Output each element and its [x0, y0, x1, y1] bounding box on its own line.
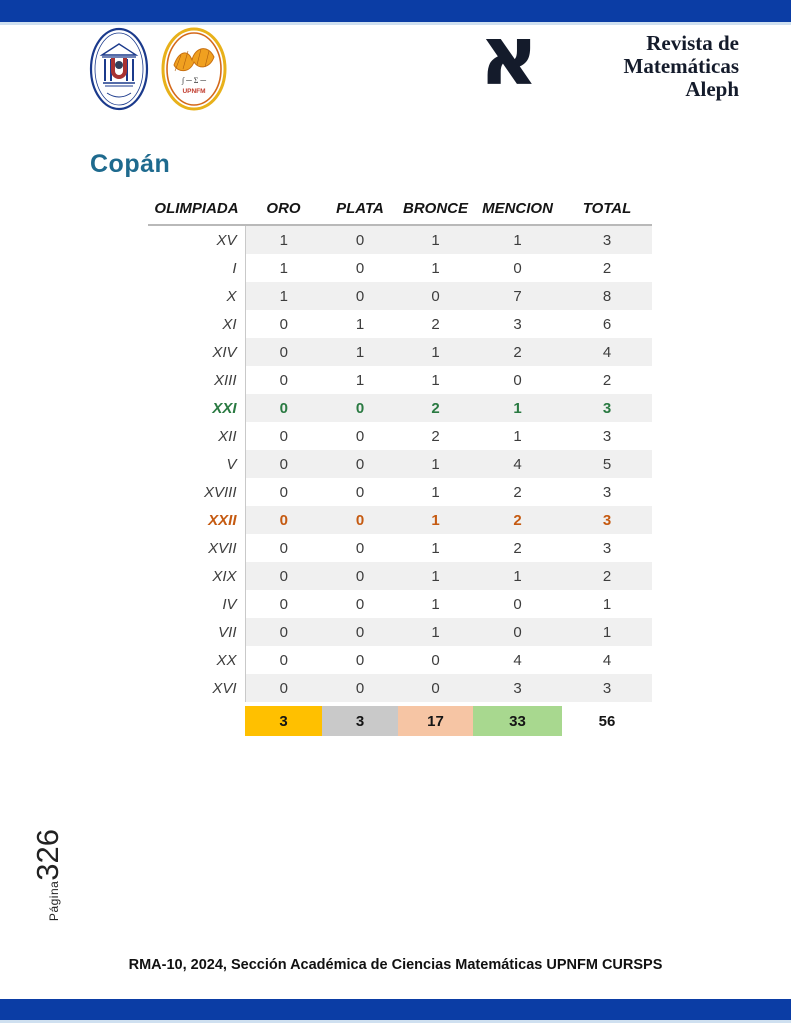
value-cell-total: 6 [602, 315, 612, 333]
total-bronce: 17 [398, 706, 473, 736]
table-row-xvi [148, 674, 652, 702]
value-cell-total: 2 [602, 371, 612, 389]
value-cell-mencion: 0 [473, 618, 562, 646]
value-cell-total: 3 [562, 225, 652, 254]
value-cell-plata: 0 [322, 562, 398, 590]
value-cell-bronce: 1 [398, 225, 473, 254]
value-cell-mencion: 1 [473, 562, 562, 590]
value-cell-bronce: 0 [431, 651, 440, 669]
value-cell-oro: 0 [245, 450, 322, 478]
value-cell-oro: 0 [279, 483, 288, 501]
footer-citation: RMA-10, 2024, Sección Académica de Ciencias Matemáticas UPNFM CURSPS [128, 957, 663, 973]
total-mencion: 33 [473, 706, 562, 736]
page-number-value: 326 [30, 828, 65, 881]
value-cell-mencion: 0 [513, 259, 522, 277]
table-row-xxi [148, 394, 652, 422]
olimpiada-cell: IV [148, 590, 245, 618]
value-cell-mencion: 2 [473, 338, 562, 366]
value-cell-total: 8 [562, 282, 652, 310]
olympiad-medals-table [148, 192, 652, 736]
value-cell-mencion: 4 [513, 651, 522, 669]
value-cell-bronce: 2 [431, 315, 440, 333]
value-cell-plata: 0 [355, 427, 365, 445]
value-cell-mencion: 3 [513, 315, 522, 333]
value-cell-mencion: 3 [473, 674, 562, 702]
column-header-mencion: MENCION [473, 192, 562, 225]
olimpiada-cell: V [148, 450, 245, 478]
value-cell-total: 3 [562, 506, 652, 534]
value-cell-oro: 0 [279, 651, 288, 669]
value-cell-oro: 0 [245, 562, 322, 590]
value-cell-total: 3 [602, 539, 612, 557]
value-cell-plata: 0 [322, 674, 398, 702]
value-cell-plata: 1 [355, 371, 365, 389]
value-cell-plata: 0 [322, 282, 398, 310]
value-cell-total: 1 [562, 618, 652, 646]
value-cell-oro: 0 [279, 427, 288, 445]
value-cell-bronce: 0 [398, 282, 473, 310]
value-cell-total: 4 [602, 651, 612, 669]
olimpiada-cell: XVIII [148, 478, 245, 506]
value-cell-bronce: 1 [431, 483, 440, 501]
value-cell-mencion: 0 [513, 595, 522, 613]
value-cell-oro: 0 [279, 315, 288, 333]
table-header-row [148, 192, 652, 225]
svg-text:∫ ─ Σ ─: ∫ ─ Σ ─ [181, 76, 207, 85]
value-cell-plata: 0 [355, 651, 365, 669]
table-row-x [148, 282, 652, 310]
value-cell-plata: 1 [355, 315, 365, 333]
value-cell-oro: 1 [245, 225, 322, 254]
value-cell-total: 3 [562, 394, 652, 422]
value-cell-bronce: 1 [398, 338, 473, 366]
value-cell-mencion: 2 [473, 506, 562, 534]
table-row-iv [148, 590, 652, 618]
olimpiada-cell: XI [148, 310, 245, 338]
value-cell-oro: 1 [245, 282, 322, 310]
column-header-plata: PLATA [322, 192, 398, 225]
value-cell-bronce: 1 [431, 371, 440, 389]
journal-name [624, 32, 739, 101]
olimpiada-cell: XV [148, 225, 245, 254]
column-header-oro: ORO [245, 192, 322, 225]
table-row-v [148, 450, 652, 478]
table-row-vii [148, 618, 652, 646]
olimpiada-cell: XXI [148, 394, 245, 422]
bottom-blue-band [0, 999, 791, 1020]
value-cell-bronce: 2 [431, 427, 440, 445]
value-cell-total: 3 [602, 483, 612, 501]
table-row-xix [148, 562, 652, 590]
value-cell-bronce: 1 [431, 595, 440, 613]
value-cell-oro: 0 [245, 618, 322, 646]
value-cell-plata: 0 [322, 225, 398, 254]
page-number-label: Página [47, 880, 61, 922]
olimpiada-cell: X [148, 282, 245, 310]
table-row-xi [148, 310, 652, 338]
table-row-xiii [148, 366, 652, 394]
page-number [30, 813, 70, 937]
value-cell-bronce: 1 [398, 562, 473, 590]
table-row-xiv [148, 338, 652, 366]
top-blue-band [0, 0, 791, 22]
value-cell-oro: 0 [279, 539, 288, 557]
value-cell-mencion: 2 [513, 483, 522, 501]
value-cell-total: 1 [602, 595, 612, 613]
value-cell-oro: 0 [245, 338, 322, 366]
table-row-xv [148, 225, 652, 254]
column-header-total: TOTAL [562, 192, 652, 225]
value-cell-oro: 0 [279, 595, 288, 613]
value-cell-total: 3 [562, 674, 652, 702]
value-cell-oro: 0 [245, 674, 322, 702]
olimpiada-cell: XIII [148, 366, 245, 394]
value-cell-oro: 0 [245, 394, 322, 422]
value-cell-oro: 0 [279, 371, 288, 389]
value-cell-plata: 0 [355, 595, 365, 613]
olimpiada-cell: XX [148, 646, 245, 674]
olimpiada-cell: I [148, 254, 245, 282]
value-cell-plata: 0 [322, 506, 398, 534]
value-cell-plata: 0 [322, 450, 398, 478]
value-cell-total: 4 [562, 338, 652, 366]
value-cell-plata: 0 [322, 394, 398, 422]
olimpiada-cell [148, 706, 245, 736]
value-cell-bronce: 1 [431, 259, 440, 277]
total-grand: 56 [562, 706, 652, 736]
olimpiada-cell: XVII [148, 534, 245, 562]
math-section-seal-logo [161, 27, 227, 111]
value-cell-mencion: 1 [513, 427, 522, 445]
totals-row [148, 706, 652, 736]
olimpiada-cell: XIV [148, 338, 245, 366]
value-cell-mencion: 0 [513, 371, 522, 389]
value-cell-oro: 0 [245, 506, 322, 534]
total-plata: 3 [322, 706, 398, 736]
value-cell-total: 3 [602, 427, 612, 445]
value-cell-bronce: 1 [431, 539, 440, 557]
journal-name-line-1: Revista de [646, 31, 739, 55]
table-row-xviii [148, 478, 652, 506]
value-cell-plata: 0 [322, 618, 398, 646]
value-cell-total: 2 [562, 562, 652, 590]
value-cell-bronce: 1 [398, 618, 473, 646]
column-header-olimpiada: OLIMPIADA [148, 192, 245, 225]
university-seal-logo [89, 27, 149, 111]
journal-name-line-2: Matemáticas [623, 54, 739, 78]
olimpiada-cell: XVI [148, 674, 245, 702]
section-title: Copán [90, 150, 171, 178]
table-row-xvii [148, 534, 652, 562]
value-cell-plata: 0 [355, 539, 365, 557]
value-cell-mencion: 4 [473, 450, 562, 478]
value-cell-mencion: 1 [473, 394, 562, 422]
logo-caption: UPNFM [182, 88, 206, 95]
column-header-bronce: BRONCE [398, 192, 473, 225]
value-cell-mencion: 1 [473, 225, 562, 254]
value-cell-total: 2 [602, 259, 612, 277]
value-cell-total: 5 [562, 450, 652, 478]
value-cell-mencion: 2 [513, 539, 522, 557]
value-cell-mencion: 7 [473, 282, 562, 310]
table-row-xii [148, 422, 652, 450]
olimpiada-cell: XII [148, 422, 245, 450]
value-cell-oro: 1 [279, 259, 288, 277]
total-oro: 3 [245, 706, 322, 736]
value-cell-bronce: 0 [398, 674, 473, 702]
olimpiada-cell: XIX [148, 562, 245, 590]
journal-name-line-3: Aleph [685, 77, 739, 101]
olimpiada-cell: XXII [148, 506, 245, 534]
table-row-xxii [148, 506, 652, 534]
olimpiada-cell: VII [148, 618, 245, 646]
aleph-logo-glyph: א [479, 9, 539, 104]
table-row-xx [148, 646, 652, 674]
table-row-i [148, 254, 652, 282]
value-cell-bronce: 2 [398, 394, 473, 422]
journal-brand [479, 9, 739, 114]
value-cell-plata: 0 [355, 259, 365, 277]
value-cell-plata: 1 [322, 338, 398, 366]
value-cell-bronce: 1 [398, 506, 473, 534]
value-cell-plata: 0 [355, 483, 365, 501]
value-cell-bronce: 1 [398, 450, 473, 478]
